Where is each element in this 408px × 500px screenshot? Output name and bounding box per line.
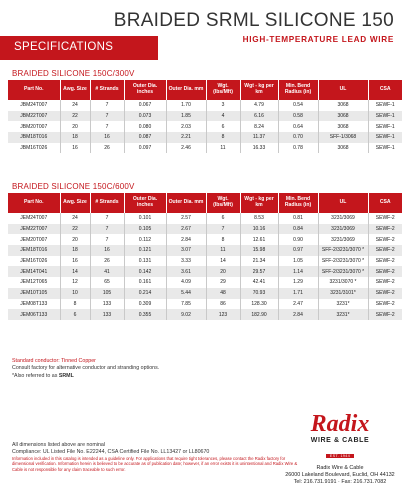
notes-block [12, 358, 159, 380]
table-cell: 123 [206, 309, 240, 320]
table-cell: 16.33 [240, 143, 278, 154]
table-cell: 0.080 [124, 121, 166, 132]
table-cell: 12 [60, 277, 90, 288]
table-cell: 11.37 [240, 132, 278, 143]
column-header: CSA [368, 193, 402, 213]
table-cell: 41 [90, 266, 124, 277]
table-cell: JEM20T007 [8, 234, 60, 245]
table-cell: SFF-2/3231/3070 * [318, 266, 368, 277]
table-cell: 14 [206, 256, 240, 267]
table-cell: 182.90 [240, 309, 278, 320]
column-header: Part No. [8, 80, 60, 100]
column-header: Outer Dia. mm [166, 80, 206, 100]
table-cell: 8 [206, 234, 240, 245]
table-cell: JBM24T007 [8, 100, 60, 111]
table-cell: 3231* [318, 309, 368, 320]
table-cell: SEWF-1 [368, 121, 402, 132]
table-cell: 3 [206, 100, 240, 111]
table-cell: JEM08T133 [8, 299, 60, 310]
table-cell: 0.112 [124, 234, 166, 245]
table-cell: 24 [60, 100, 90, 111]
compliance-note: Compliance: UL Listed File No. E22244, CSA Certified File No. LL13427 or LL80670 [12, 448, 210, 455]
table-cell: 7.85 [166, 299, 206, 310]
table-cell: 4.79 [240, 100, 278, 111]
table-cell: 0.355 [124, 309, 166, 320]
table-cell: 7 [90, 100, 124, 111]
table-cell: 11 [206, 143, 240, 154]
table-cell: 3.33 [166, 256, 206, 267]
table-cell: 0.142 [124, 266, 166, 277]
table-cell: SEWF-2 [368, 256, 402, 267]
table-cell: 1.85 [166, 111, 206, 122]
table-cell: 0.101 [124, 213, 166, 224]
table-row [8, 100, 402, 111]
table-cell: SEWF-2 [368, 309, 402, 320]
table-cell: 2.67 [166, 224, 206, 235]
logo-est-badge: EST. 1944 [326, 454, 354, 458]
table-cell: 20 [60, 234, 90, 245]
table-cell: 29 [206, 277, 240, 288]
document-subtitle: HIGH-TEMPERATURE LEAD WIRE [242, 35, 394, 44]
table-cell: JBM22T007 [8, 111, 60, 122]
logo-tagline: WIRE & CABLE [310, 437, 370, 444]
table-cell: 29.57 [240, 266, 278, 277]
table-cell: 20 [206, 266, 240, 277]
radix-logo-block [284, 412, 396, 487]
table-cell: JEM24T007 [8, 213, 60, 224]
srml-note-prefix: *Also referred to as [12, 372, 58, 379]
table-cell: 70.93 [240, 288, 278, 299]
table-cell: 0.073 [124, 111, 166, 122]
table-cell: 42.41 [240, 277, 278, 288]
table-row [8, 234, 402, 245]
table-cell: 0.58 [278, 111, 318, 122]
table-cell: 2.21 [166, 132, 206, 143]
column-header: Outer Dia. mm [166, 193, 206, 213]
table-cell: 7 [90, 111, 124, 122]
column-header: Awg. Size [60, 80, 90, 100]
table-cell: 1.29 [278, 277, 318, 288]
table-row [8, 256, 402, 267]
table-cell: SEWF-1 [368, 111, 402, 122]
table-cell: 3068 [318, 121, 368, 132]
phone-fax: Tel: 216.731.9191 · Fax: 216.731.7082 [293, 479, 387, 486]
table-cell: SEWF-2 [368, 245, 402, 256]
table-cell: 8 [206, 132, 240, 143]
table-row [8, 288, 402, 299]
table-cell: 0.70 [278, 132, 318, 143]
column-header: # Strands [90, 193, 124, 213]
nominal-note: All dimensions listed above are nominal [12, 442, 106, 448]
table-cell: 2.57 [166, 213, 206, 224]
specifications-banner [0, 36, 158, 60]
table-cell: 3.07 [166, 245, 206, 256]
table-cell: 14 [60, 266, 90, 277]
table-cell: 16 [60, 256, 90, 267]
table-cell: 9.02 [166, 309, 206, 320]
table-header-row [8, 193, 402, 213]
table-cell: 18 [60, 132, 90, 143]
table-cell: 4.09 [166, 277, 206, 288]
table-cell: 11 [206, 245, 240, 256]
table-cell: 3068 [318, 143, 368, 154]
table-row [8, 132, 402, 143]
table-cell: 2.03 [166, 121, 206, 132]
table-cell: 3231/3069 [318, 213, 368, 224]
table-cell: 7 [206, 224, 240, 235]
table-cell: SEWF-1 [368, 132, 402, 143]
table-cell: 1.05 [278, 256, 318, 267]
table-cell: 3231* [318, 299, 368, 310]
column-header: UL [318, 80, 368, 100]
table-row [8, 299, 402, 310]
table-cell: 3231/3070 * [318, 277, 368, 288]
factory-note: Consult factory for alternative conductor and stranding options. [12, 365, 160, 372]
table-cell: 1.71 [278, 288, 318, 299]
table-cell: 0.54 [278, 100, 318, 111]
company-name: Radix Wire & Cable [316, 465, 364, 471]
radix-logo: Radix [310, 411, 370, 437]
table-row [8, 309, 402, 320]
table-cell: 0.214 [124, 288, 166, 299]
street-address: 26000 Lakeland Boulevard, Euclid, OH 44132 [285, 472, 395, 479]
table-cell: 0.90 [278, 234, 318, 245]
table-header-row [8, 80, 402, 100]
table-cell: JEM22T007 [8, 224, 60, 235]
table-cell: 0.161 [124, 277, 166, 288]
table-row [8, 224, 402, 235]
column-header: Min. Bend Radius (in) [278, 193, 318, 213]
table-cell: 4 [206, 111, 240, 122]
table-cell: JEM10T105 [8, 288, 60, 299]
table-cell: SEWF-2 [368, 213, 402, 224]
table-cell: JEM06T133 [8, 309, 60, 320]
column-header: Wgt. (lbs/Mft) [206, 80, 240, 100]
table-cell: 2.47 [278, 299, 318, 310]
column-header: CSA [368, 80, 402, 100]
column-header: Outer Dia. inches [124, 193, 166, 213]
table-cell: SEWF-1 [368, 143, 402, 154]
column-header: # Strands [90, 80, 124, 100]
table-cell: 24 [60, 213, 90, 224]
table-cell: 6 [206, 121, 240, 132]
table-cell: SFF-2/3231/3070 * [318, 245, 368, 256]
document-title: BRAIDED SRML SILICONE 150 [113, 10, 394, 31]
table-cell: 1.14 [278, 266, 318, 277]
table-cell: SEWF-2 [368, 234, 402, 245]
table-cell: 3231/3069 [318, 234, 368, 245]
conductor-note: Standard conductor: Tinned Copper [12, 358, 96, 364]
table-cell: 20 [60, 121, 90, 132]
table-cell: SEWF-2 [368, 266, 402, 277]
table-cell: 0.309 [124, 299, 166, 310]
table-cell: 1.70 [166, 100, 206, 111]
table-row [8, 245, 402, 256]
table-cell: 7 [90, 224, 124, 235]
table-row [8, 266, 402, 277]
table-cell: 21.34 [240, 256, 278, 267]
table-cell: 26 [90, 143, 124, 154]
disclaimer-text: Information included in this catalog is intended as a guideline only. For applications that require tight tolerances, please contact the Radix factory for dimensional verification. Information herein is believed to be accurate as of publication date; however, if an error exists it is unintentional and Radix Wire & Cable is not responsible for any claim traceable to such error. [12, 456, 298, 472]
table-cell: JEM14T041 [8, 266, 60, 277]
table-cell: 86 [206, 299, 240, 310]
table-cell: 3068 [318, 100, 368, 111]
table-cell: 2.84 [166, 234, 206, 245]
table-cell: 0.087 [124, 132, 166, 143]
table-cell: 3231/3069 [318, 224, 368, 235]
table-cell: JBM18T016 [8, 132, 60, 143]
table-cell: 7 [90, 234, 124, 245]
table-cell: 65 [90, 277, 124, 288]
column-header: Min. Bend Radius (in) [278, 80, 318, 100]
table-cell: 0.81 [278, 213, 318, 224]
table-cell: 18 [60, 245, 90, 256]
table-cell: SEWF-2 [368, 277, 402, 288]
table-cell: 5.44 [166, 288, 206, 299]
table-row [8, 143, 402, 154]
table-row [8, 213, 402, 224]
table-cell: 16 [60, 143, 90, 154]
spec-table-300v [8, 80, 402, 153]
section-title-600v: BRAIDED SILICONE 150C/600V [12, 182, 135, 191]
table-cell: 128.30 [240, 299, 278, 310]
table-cell: 7 [90, 121, 124, 132]
table-cell: 12.61 [240, 234, 278, 245]
table-cell: 3231/3101* [318, 288, 368, 299]
table-row [8, 111, 402, 122]
table-cell: JEM18T016 [8, 245, 60, 256]
table-row [8, 121, 402, 132]
table-cell: 3068 [318, 111, 368, 122]
table-cell: JBM20T007 [8, 121, 60, 132]
table-cell: SFF-1/3068 [318, 132, 368, 143]
table-cell: 133 [90, 299, 124, 310]
table-cell: SEWF-2 [368, 299, 402, 310]
spec-table-600v [8, 193, 402, 320]
footer-block [12, 442, 302, 472]
srml-note [12, 373, 159, 380]
column-header: Wgt. (lbs/Mft) [206, 193, 240, 213]
table-cell: 15.98 [240, 245, 278, 256]
company-address [284, 465, 396, 487]
column-header: Wgt - kg per km [240, 80, 278, 100]
specifications-label: SPECIFICATIONS [14, 41, 114, 53]
column-header: Awg. Size [60, 193, 90, 213]
table-cell: SEWF-1 [368, 100, 402, 111]
table-cell: 6.16 [240, 111, 278, 122]
table-cell: 0.131 [124, 256, 166, 267]
table-cell: SEWF-2 [368, 288, 402, 299]
table-cell: 133 [90, 309, 124, 320]
table-cell: 0.121 [124, 245, 166, 256]
table-cell: 22 [60, 111, 90, 122]
table-cell: 0.105 [124, 224, 166, 235]
table-cell: 2.46 [166, 143, 206, 154]
table-cell: 0.067 [124, 100, 166, 111]
table-cell: 6 [60, 309, 90, 320]
column-header: Part No. [8, 193, 60, 213]
table-cell: 0.97 [278, 245, 318, 256]
table-cell: 105 [90, 288, 124, 299]
table-cell: SEWF-2 [368, 224, 402, 235]
table-cell: 6 [206, 213, 240, 224]
table-cell: 8 [60, 299, 90, 310]
table-cell: 16 [90, 245, 124, 256]
table-row [8, 277, 402, 288]
table-cell: 8.24 [240, 121, 278, 132]
column-header: UL [318, 193, 368, 213]
table-cell: 3.61 [166, 266, 206, 277]
table-cell: 16 [90, 132, 124, 143]
table-cell: 0.097 [124, 143, 166, 154]
table-cell: 8.53 [240, 213, 278, 224]
table-cell: 26 [90, 256, 124, 267]
table-cell: 0.78 [278, 143, 318, 154]
column-header: Outer Dia. inches [124, 80, 166, 100]
table-cell: 2.84 [278, 309, 318, 320]
table-cell: 22 [60, 224, 90, 235]
table-cell: 48 [206, 288, 240, 299]
table-cell: 0.64 [278, 121, 318, 132]
column-header: Wgt - kg per km [240, 193, 278, 213]
table-cell: JEM12T065 [8, 277, 60, 288]
srml-note-bold: SRML [58, 372, 74, 379]
table-cell: 7 [90, 213, 124, 224]
section-title-300v: BRAIDED SILICONE 150C/300V [12, 69, 135, 78]
table-cell: 10.16 [240, 224, 278, 235]
table-cell: 10 [60, 288, 90, 299]
table-cell: JBM16T026 [8, 143, 60, 154]
table-cell: JEM16T026 [8, 256, 60, 267]
table-cell: SFF-2/3231/3070 * [318, 256, 368, 267]
table-cell: 0.84 [278, 224, 318, 235]
